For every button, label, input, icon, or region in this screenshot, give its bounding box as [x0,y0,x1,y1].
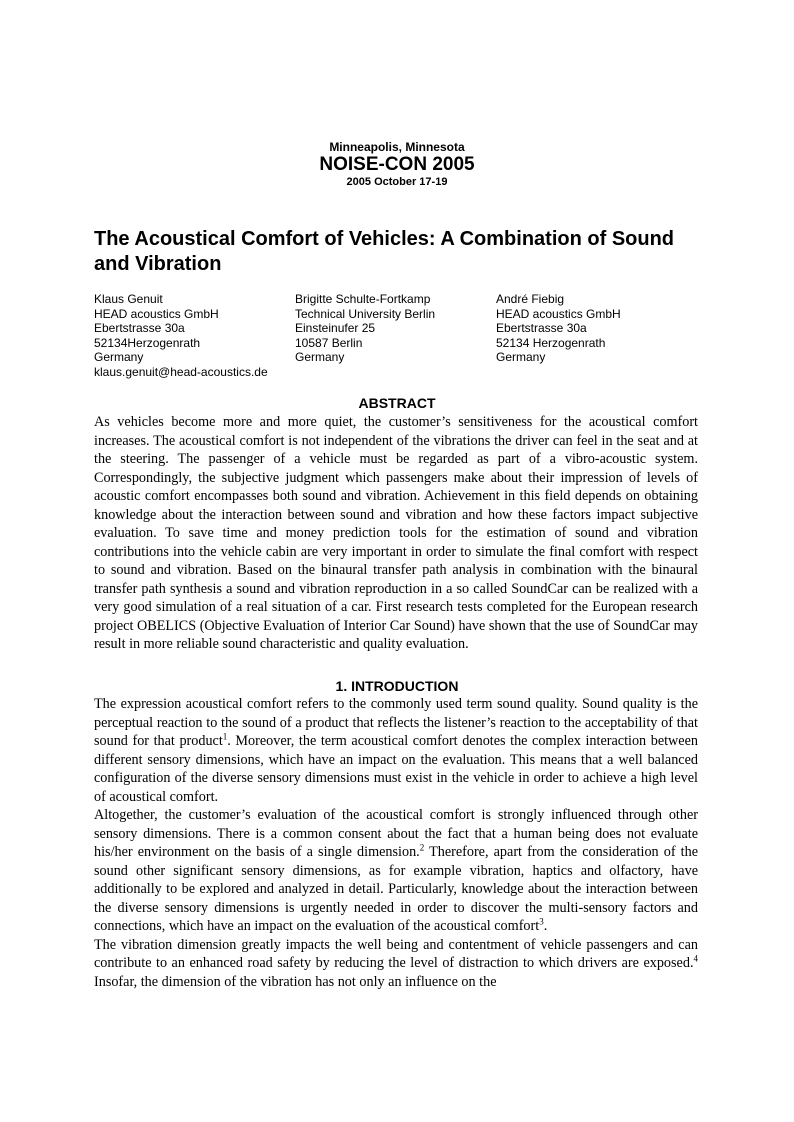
author-card [496,292,621,365]
author-city: 10587 Berlin [295,335,363,350]
abstract-text: As vehicles become more and more quiet, the customer’s sensitiveness for the acoustical comfort increases. The acoustical comfort is not independent of the vibrations the driver can feel in the seat and at the steering. The passenger of a vehicle must be regarded as part of a vibro-acoustic system. Correspondingly, the subjective judgment which passengers make about their impression of levels of acoustic comfort encompasses both sound and vibration. Achievement in this field depends on obtaining knowledge about the interaction between sound and vibration and how these factors impact subjective evaluation. To save time and money prediction tools for the estimation of sound and vibration contributions into the vehicle cabin are very important in order to simulate the final comfort with respect to sound and vibration. Based on the binaural transfer path analysis in combination with the binaural transfer path synthesis a sound and vibration reproduction in a so called SoundCar can be realized with a very good simulation of a real situation of a car. First research tests completed for the European research project OBELICS (Objective Evaluation of Interior Car Sound) have shown that the use of SoundCar may result in more reliable sound characteristic and quality evaluation. [94,414,698,652]
reference-marker: 2 [419,842,425,853]
author-city: 52134 Herzogenrath [496,335,606,350]
author-name: André Fiebig [496,292,565,306]
author-street: Einsteinufer 25 [295,321,376,335]
intro-paragraph-3 [94,936,698,992]
conference-date: 2005 October 17-19 [346,176,448,188]
intro-paragraph-2 [94,806,698,936]
intro-paragraph-1 [94,695,698,806]
author-email: klaus.genuit@head-acoustics.de [94,364,268,379]
author-street: Ebertstrasse 30a [94,321,185,335]
author-street: Ebertstrasse 30a [496,321,587,335]
intro-p3-text-cont: Insofar, the dimension of the vibration has not only an influence on the [94,973,497,990]
author-city: 52134Herzogenrath [94,335,201,350]
intro-p2-text: Altogether, the customer’s evaluation of the acoustical comfort is strongly influenced through other sensory dimensions. There is a common consent about the fact that a human being does not evaluate his/her environment on the basis of a single dimension. [94,807,698,860]
abstract-heading: ABSTRACT [358,395,436,411]
author-country: Germany [94,350,144,364]
intro-p3-text: The vibration dimension greatly impacts the well being and contentment of vehicle passengers and can contribute to an enhanced road safety by reducing the level of distraction to which drivers are exposed. [94,936,698,971]
author-name: Klaus Genuit [94,292,163,306]
author-card [295,292,435,365]
author-card [94,292,268,379]
author-country: Germany [295,350,345,364]
intro-p1-text: The expression acoustical comfort refers to the commonly used term sound quality. Sound quality is the perceptual reaction to the sound of a product that reflects the listener’s reaction to the acceptability of that sound for that product [94,696,698,749]
conference-location: Minneapolis, Minnesota [329,140,465,154]
author-name: Brigitte Schulte-Fortkamp [295,292,431,306]
conference-name: NOISE-CON 2005 [319,154,475,175]
author-affiliation: Technical University Berlin [295,306,436,321]
intro-p2-text-cont: Therefore, apart from the consideration of the sound other significant sensory dimensions, as for example vibration, haptics and olfactory, have additionally to be explored and analyzed in detail. Particularly, knowledge about the interaction between the diverse sensory dimensions is urgently needed in order to discover the multi-sensory factors and connections, which have an impact on the evaluation of the acoustical comfort [94,844,698,934]
paper-title: The Acoustical Comfort of Vehicles: A Combination of Sound and Vibration [94,228,675,275]
author-country: Germany [496,350,546,364]
reference-marker: 1 [222,731,228,742]
intro-p1-text-cont: . Moreover, the term acoustical comfort denotes the complex interaction between different sensory dimensions, which have an impact on the evaluation. This means that a well balanced configuration of the diverse sensory dimensions must exist in the vehicle in order to achieve a high level of acoustical comfort. [94,733,698,805]
introduction-body [94,695,698,991]
intro-p2-text-end: . [543,918,548,934]
author-affiliation: HEAD acoustics GmbH [94,306,219,321]
author-affiliation: HEAD acoustics GmbH [496,306,621,321]
reference-marker: 3 [539,916,544,927]
introduction-heading: 1. INTRODUCTION [335,678,459,694]
reference-marker: 4 [693,953,698,964]
author-block [94,292,714,382]
